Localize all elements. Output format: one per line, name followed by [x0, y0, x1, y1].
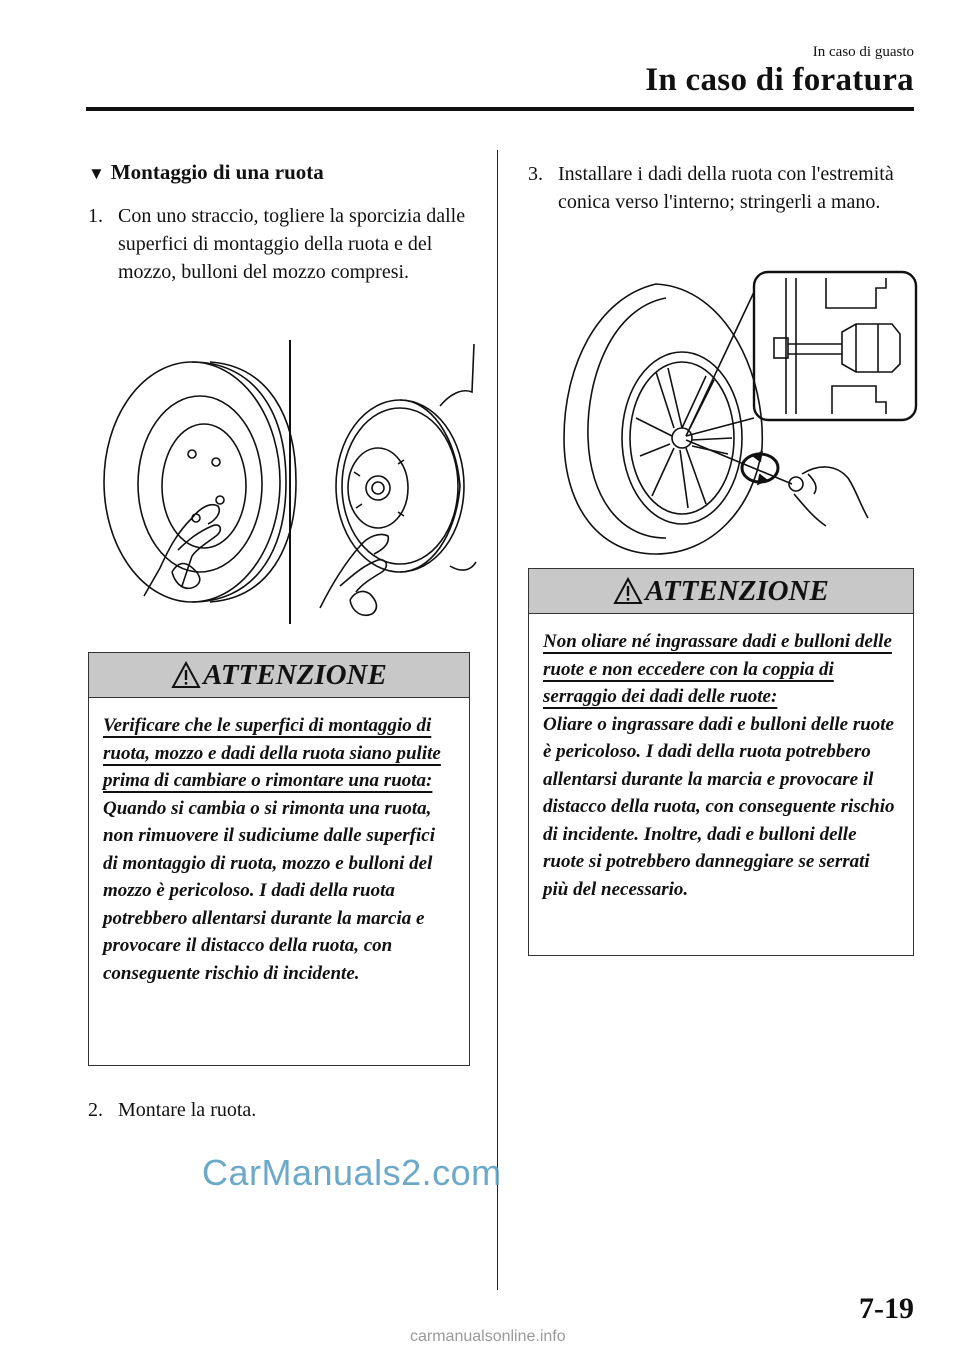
wheel-cleaning-illustration	[100, 336, 480, 628]
watermark: CarManuals2.com	[202, 1152, 502, 1193]
warning-body	[529, 614, 913, 913]
step-1	[88, 202, 488, 286]
triangle-down-icon: ▼	[88, 164, 105, 183]
warning-triangle-icon	[613, 577, 643, 605]
warning-headline: Verificare che le superfici di montaggio di ruota, mozzo e dadi della ruota siano pulite prima di cambiare o rimontare una ruota:	[103, 715, 441, 791]
step-2	[88, 1096, 488, 1124]
header-section-label: In caso di guasto	[812, 44, 914, 60]
warning-box-right	[528, 568, 914, 956]
column-divider	[497, 150, 498, 1290]
warning-title: ATTENZIONE	[645, 574, 829, 607]
warning-headline: Non oliare né ingrassare dadi e bulloni delle ruote e non eccedere con la coppia di serraggio dei dadi delle ruote:	[543, 631, 892, 707]
step-text: Montare la ruota.	[118, 1099, 257, 1121]
warning-triangle-icon	[171, 661, 201, 689]
step-text: Installare i dadi della ruota con l'estremità conica verso l'interno; stringerli a mano.	[558, 163, 894, 213]
page-title: In caso di foratura	[645, 62, 914, 98]
page-number: 7-19	[859, 1292, 914, 1325]
step-3	[528, 160, 918, 216]
step-number: 1.	[88, 205, 103, 227]
warning-body	[89, 698, 469, 997]
step-number: 2.	[88, 1099, 103, 1121]
wheel-nut-installation-illustration	[556, 268, 920, 560]
warning-box-left	[88, 652, 470, 1066]
footer-site: carmanualsonline.info	[410, 1328, 566, 1345]
section-title-text: Montaggio di una ruota	[110, 160, 324, 184]
warning-header	[529, 569, 913, 614]
warning-header	[89, 653, 469, 698]
warning-title: ATTENZIONE	[203, 658, 387, 691]
header-rule	[86, 107, 914, 111]
step-number: 3.	[528, 163, 543, 185]
section-title	[88, 160, 324, 185]
warning-text: Oliare o ingrassare dadi e bulloni delle ruote è pericoloso. I dadi della ruota potrebbero allentarsi durante la marcia e provocare il distacco della ruota, con conseguente rischio di incidente. Inoltre, dadi e bulloni delle ruote si potrebbero danneggiare se serrati più del necessario.	[543, 713, 895, 900]
step-text: Con uno straccio, togliere la sporcizia dalle superfici di montaggio della ruota e del mozzo, bulloni del mozzo compresi.	[118, 205, 466, 283]
warning-text: Quando si cambia o si rimonta una ruota, non rimuovere il sudiciume dalle superfici di montaggio di ruota, mozzo e bulloni del mozzo è pericoloso. I dadi della ruota potrebbero allentarsi durante la marcia e provocare il distacco della ruota, con conseguente rischio di incidente.	[103, 797, 435, 984]
